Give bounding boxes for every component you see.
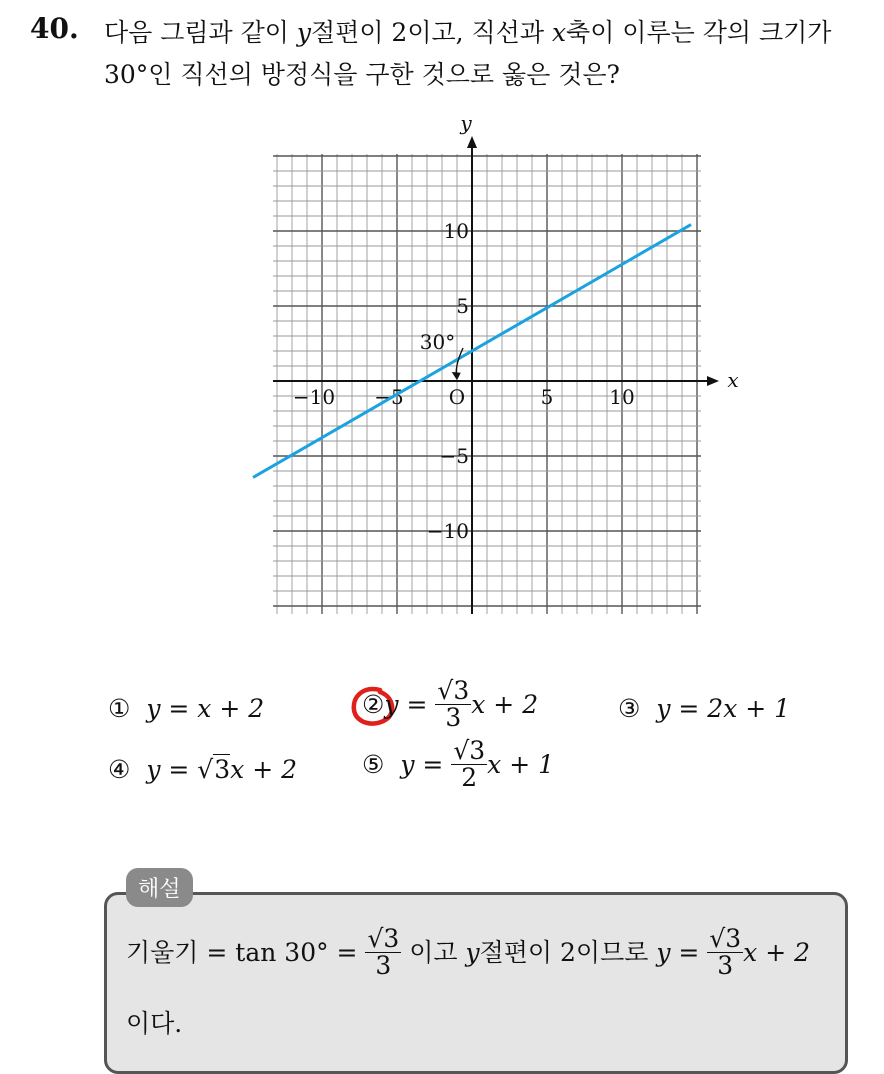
y-axis-label: y [460, 111, 472, 135]
y-tick-label: −10 [426, 519, 469, 543]
x-tick-label: −10 [292, 385, 336, 409]
solution-box [104, 892, 848, 1074]
origin-label: O [448, 385, 466, 409]
x-tick-label: −5 [374, 385, 404, 409]
y-tick-label: 10 [443, 219, 469, 243]
choice-2[interactable]: ②y = $\frac{√3}{3}$ x + 2 [362, 676, 539, 732]
choice-5[interactable]: ⑤ y = $\frac{√3}{2}$ x + 1 [362, 736, 555, 792]
choice-3[interactable]: ③ y = 2x + 1 [618, 694, 791, 723]
coordinate-graph [230, 111, 739, 615]
x-axis-arrow [707, 376, 719, 386]
question-number: 40. [30, 12, 79, 45]
solution-line-1: 기울기 = tan 30° = $\frac{√3}{3}$ 이고 y절편이 2이므로 y = $\frac{√3}{3}$ x + 2 [126, 924, 811, 980]
angle-label: 30° [419, 329, 456, 354]
x-tick-label: 10 [609, 385, 635, 409]
y-axis-arrow [467, 136, 477, 148]
fraction: $\frac{√3}{2}$ [453, 736, 486, 792]
x-axis-label: x [727, 368, 739, 392]
x-tick-label: 5 [540, 385, 554, 409]
y-tick-label: −5 [439, 444, 469, 468]
angle-arrow [452, 372, 461, 380]
fraction: $\frac{√3}{3}$ [437, 676, 470, 732]
solution-line-2: 이다. [126, 1009, 183, 1038]
choice-1[interactable]: ① y = x + 2 [108, 694, 265, 723]
y-tick-label: 5 [456, 294, 469, 318]
question-text: 다음 그림과 같이 y절편이 2이고, 직선과 x축이 이루는 각의 크기가 30°인 직선의 방정식을 구한 것으로 옳은 것은? [104, 18, 832, 89]
solution-tag: 해설 [126, 868, 193, 907]
choice-4[interactable]: ④ y = √3x + 2 [108, 755, 298, 784]
